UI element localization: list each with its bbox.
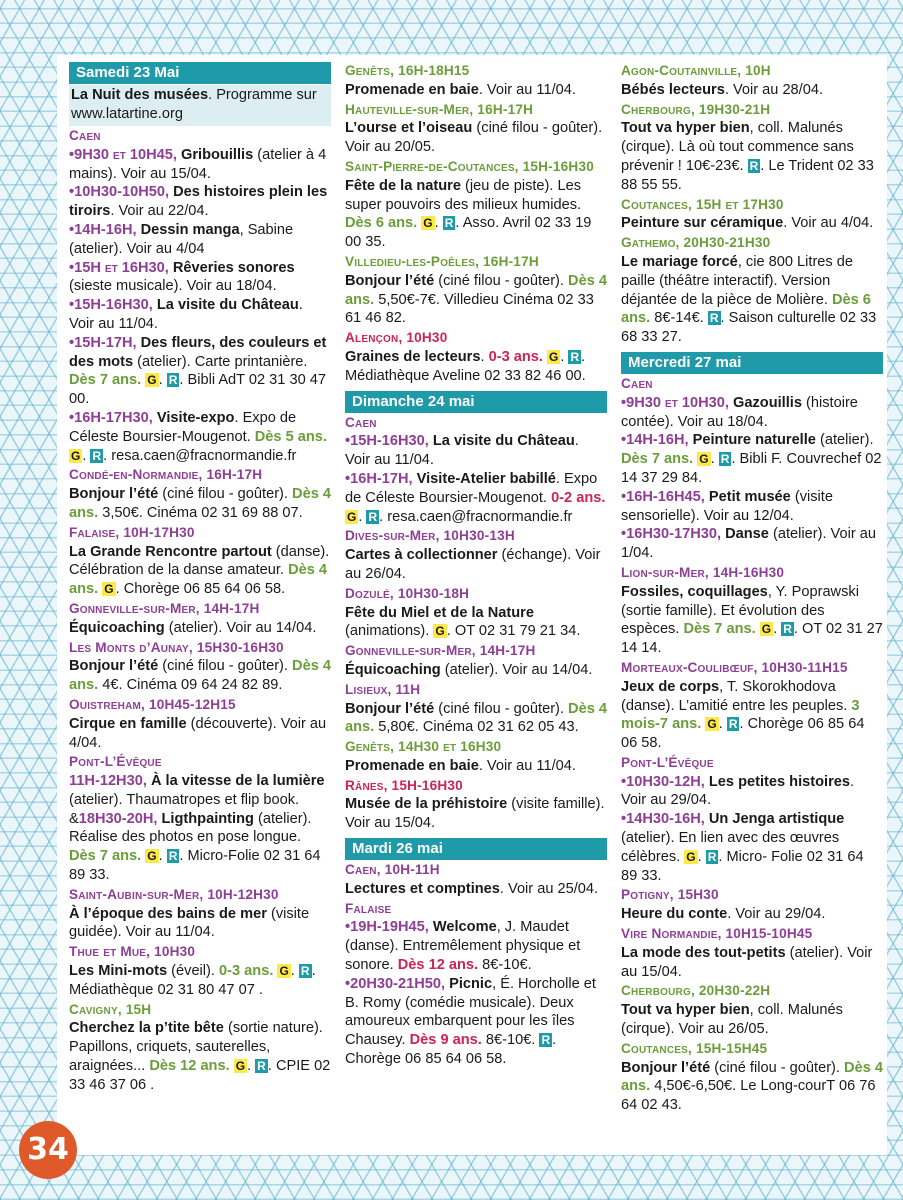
city-heading: Coutances, 15H-15H45 (621, 1040, 768, 1056)
event: À l’époque des bains de mer (visite guidée). Voir au 11/04. (69, 905, 310, 941)
city-heading: Caen (69, 128, 101, 143)
g-badge-icon: G (71, 448, 81, 463)
g-badge-icon: G (435, 624, 445, 639)
event: Équicoaching (atelier). Voir au 14/04. (69, 619, 317, 636)
event: •9H30 et 10H45, Gribouillis (atelier à 4 mains). Voir au 15/04. (69, 146, 327, 182)
city-heading: Potigny, 15H30 (621, 887, 719, 903)
event: Bonjour l’été (ciné filou - goûter). Dès 4 ans. 5,50€-7€. Villedieu Cinéma 02 33 61 46 82. (345, 272, 607, 327)
city-heading: Lisieux, 11H (345, 681, 421, 697)
event: •15H et 16H30, Rêveries sonores (sieste musicale). Voir au 18/04. (69, 259, 295, 295)
column-2 (345, 62, 607, 1069)
event: Fête de la nature (jeu de piste). Les super pouvoirs des milieux humides. Dès 6 ans. G . R . Asso. Avril 02 33 19 00 35. (345, 177, 592, 251)
g-badge-icon: G (699, 452, 709, 467)
event: •10H30-12H, Les petites histoires. Voir au 29/04. (621, 773, 855, 809)
city-heading: Caen, 10H-11H (345, 862, 440, 878)
event: Bonjour l’été (ciné filou - goûter). Dès 4 ans. 3,50€. Cinéma 02 31 69 88 07. (69, 486, 331, 521)
city-heading: Gonneville-sur-Mer, 14H-17H (69, 600, 260, 616)
city-heading: Dives-sur-Mer, 10H30-13H (345, 528, 515, 544)
event: Lectures et comptines. Voir au 25/04. (345, 880, 599, 897)
event: •15H-16H30, La visite du Château. Voir au 11/04. (345, 433, 579, 469)
g-badge-icon: G (707, 717, 717, 732)
city-heading: Cavigny, 15H (69, 1001, 152, 1017)
event: Cartes à collectionner (échange). Voir au 26/04. (345, 547, 601, 582)
city-heading: Gathemo, 20H30-21H30 (621, 235, 771, 251)
r-badge-icon: R (720, 452, 730, 467)
g-badge-icon: G (423, 216, 433, 231)
event: Bonjour l’été (ciné filou - goûter). Dès 4 ans. 5,80€. Cinéma 02 31 62 05 43. (345, 700, 607, 736)
event: Jeux de corps, T. Skorokhodova (danse). L’amitié entre les peuples. 3 mois-7 ans. G . R . Chorège 06 85 64 06 58. (621, 678, 865, 752)
column-3 (621, 62, 883, 1115)
city-heading: Saint-Pierre-de-Coutances, 15H-16H30 (345, 158, 594, 174)
g-badge-icon: G (235, 1059, 246, 1074)
day-header: Dimanche 24 mai (345, 391, 607, 413)
r-badge-icon: R (300, 964, 310, 979)
event: Équicoaching (atelier). Voir au 14/04. (345, 661, 593, 678)
city-heading: Caen (345, 414, 377, 430)
city-heading: Agon-Coutainville, 10H (621, 63, 771, 78)
note-box: La Nuit des musées. Programme sur www.latartine.org (69, 85, 331, 126)
g-badge-icon: G (761, 622, 772, 637)
city-heading: Saint-Aubin-sur-Mer, 10H-12H30 (69, 886, 279, 902)
city-heading: Cherbourg, 19H30-21H (621, 101, 771, 117)
event: Tout va hyper bien, coll. Malunés (cirque). Voir au 26/05. (621, 1002, 843, 1038)
city-heading: Genêts, 14H30 et 16H30 (345, 739, 502, 755)
city-heading: Alençon, 10H30 (345, 330, 448, 346)
event: Les Mini-mots (éveil). 0-3 ans. G . R . Médiathèque 02 31 80 47 07 . (69, 963, 316, 998)
g-badge-icon: G (549, 349, 559, 364)
r-badge-icon: R (749, 158, 759, 173)
event: Bonjour l’été (ciné filou - goûter). Dès 4 ans. 4€. Cinéma 09 64 24 82 89. (69, 658, 331, 694)
event: Peinture sur céramique. Voir au 4/04. (621, 215, 874, 232)
event: •16H-16H45, Petit musée (visite sensorielle). Voir au 12/04. (621, 488, 833, 524)
event: La Grande Rencontre partout (danse). Célébration de la danse amateur. Dès 4 ans. G . Chorège 06 85 64 06 58. (69, 543, 330, 598)
event: •15H-17H, Des fleurs, des couleurs et des mots (atelier). Carte printanière. Dès 7 ans. G . R . Bibli AdT 02 31 30 47 00. (69, 334, 327, 408)
g-badge-icon: G (147, 373, 157, 388)
city-heading: Gonneville-sur-Mer, 14H-17H (345, 643, 536, 659)
event: Promenade en baie. Voir au 11/04. (345, 757, 576, 774)
g-badge-icon: G (147, 849, 157, 864)
day-header: Mardi 26 mai (345, 838, 607, 860)
event: •14H-16H, Dessin manga, Sabine (atelier). Voir au 4/04 (69, 221, 294, 257)
r-badge-icon: R (168, 373, 178, 388)
event: •14H-16H, Peinture naturelle (atelier). Dès 7 ans. G . R . Bibli F. Couvrechef 02 14 37 29 84. (621, 432, 882, 486)
r-badge-icon: R (707, 849, 717, 864)
event: •9H30 et 10H30, Gazouillis (histoire contée). Voir au 18/04. (621, 394, 858, 430)
r-badge-icon: R (783, 622, 792, 637)
event: Fête du Miel et de la Nature (animations). G . OT 02 31 79 21 34. (345, 604, 581, 640)
r-badge-icon: R (257, 1059, 266, 1074)
r-badge-icon: R (92, 448, 102, 463)
city-heading: Falaise (345, 900, 392, 916)
event: •16H-17H, Visite-Atelier babillé. Expo de Céleste Boursier-Mougenot. 0-2 ans. G . R . resa.caen@fracnormandie.fr (345, 470, 606, 525)
city-heading: Cherbourg, 20H30-22H (621, 983, 771, 999)
event: Fossiles, coquillages, Y. Poprawski (sortie famille). Et évolution des espèces. Dès 7 ans. G . R . OT 02 31 27 14 14. (621, 583, 883, 657)
city-heading: Condé-en-Normandie, 16H-17H (69, 467, 263, 483)
city-heading: Pont-L’Évêque (621, 754, 714, 770)
event: Heure du conte. Voir au 29/04. (621, 906, 826, 923)
city-heading: Rânes, 15H-16H30 (345, 777, 463, 793)
g-badge-icon: G (686, 849, 696, 864)
note-title: La Nuit des musées (71, 87, 209, 103)
event: •15H-16H30, La visite du Château. Voir au 11/04. (69, 297, 303, 332)
r-badge-icon: R (541, 1033, 551, 1048)
day-header: Samedi 23 Mai (69, 62, 331, 84)
city-heading: Vire Normandie, 10H15-10H45 (621, 926, 813, 942)
event: •14H30-16H, Un Jenga artistique (atelier). En lien avec des œuvres célèbres. G . R . Micro- Folie 02 31 64 89 33. (621, 811, 864, 884)
event: Cirque en famille (découverte). Voir au 4/04. (69, 715, 327, 751)
event: Graines de lecteurs. 0-3 ans. G . R . Médiathèque Aveline 02 33 82 46 00. (345, 348, 586, 384)
city-heading: Pont-L’Évêque (69, 754, 162, 770)
city-heading: Coutances, 15H et 17H30 (621, 196, 784, 212)
day-header: Mercredi 27 mai (621, 352, 883, 374)
column-1 (69, 62, 331, 1095)
city-heading: Thue et Mue, 10H30 (69, 944, 196, 960)
event: •10H30-10H50, Des histoires plein les tiroirs. Voir au 22/04. (69, 184, 328, 220)
city-heading: Caen (621, 375, 653, 391)
event: •16H-17H30, Visite-expo. Expo de Céleste Boursier-Mougenot. Dès 5 ans. G . R . resa.caen@fracnormandie.fr (69, 409, 327, 464)
city-heading: Villedieu-les-Poêles, 16H-17H (345, 253, 539, 269)
r-badge-icon: R (709, 311, 719, 326)
event: Le mariage forcé, cie 800 Litres de paille (théâtre interactif). Version déjantée de la pièce de Molière. Dès 6 ans. 8€-14€. R . Saison culturelle 02 33 68 33 27. (621, 253, 877, 346)
r-badge-icon: R (570, 349, 580, 364)
event: Bonjour l’été (ciné filou - goûter). Dès 4 ans. 4,50€-6,50€. Le Long-courT 06 76 64 02 43. (621, 1059, 883, 1114)
g-badge-icon: G (347, 509, 357, 524)
city-heading: Ouistreham, 10H45-12H15 (69, 696, 236, 712)
r-badge-icon: R (444, 216, 454, 231)
city-heading: Dozulé, 10H30-18H (345, 585, 470, 601)
event: 11H-12H30, À la vitesse de la lumière (atelier). Thaumatropes et flip book. &18H30-20H, Ligthpainting (atelier). Réalise des photos en pose longue. Dès 7 ans. G . R . Micro-Folie 02 31 64 89 33. (69, 773, 325, 884)
r-badge-icon: R (168, 849, 178, 864)
event: Tout va hyper bien, coll. Malunés (cirque). Là où tout commence sans prévenir ! 10€-23€. R . Le Trident 02 33 88 55 55. (621, 120, 874, 193)
event: La mode des tout-petits (atelier). Voir au 15/04. (621, 944, 873, 980)
city-heading: Falaise, 10H-17H30 (69, 524, 195, 540)
g-badge-icon: G (279, 964, 289, 979)
city-heading: Hauteville-sur-Mer, 16H-17H (345, 101, 534, 117)
event: Musée de la préhistoire (visite famille). Voir au 15/04. (345, 796, 605, 832)
event: •20H30-21H50, Picnic, É. Horcholle et B. Romy (comédie musicale). Deux amoureux embarquent pour les îles Chausey. Dès 9 ans. 8€-10€. R . Chorège 06 85 64 06 58. (345, 975, 596, 1068)
event: Promenade en baie. Voir au 11/04. (345, 81, 576, 98)
note-text: Programme sur www.latartine.org (71, 87, 317, 122)
event: •16H30-17H30, Danse (atelier). Voir au 1/04. (621, 526, 876, 562)
event: •19H-19H45, Welcome, J. Maudet (danse). Entremêlement physique et sonore. Dès 12 ans. 8€-10€. (345, 919, 581, 974)
event: Bébés lecteurs. Voir au 28/04. (621, 81, 824, 98)
city-heading: Morteaux-Coulibœuf, 10H30-11H15 (621, 659, 848, 675)
g-badge-icon: G (104, 582, 114, 597)
city-heading: Les Monts d’Aunay, 15H30-16H30 (69, 639, 284, 655)
city-heading: Genêts, 16H-18H15 (345, 63, 470, 78)
city-heading: Lion-sur-Mer, 14H-16H30 (621, 564, 785, 580)
page-number-badge: 34 (19, 1121, 77, 1179)
r-badge-icon: R (728, 717, 738, 732)
r-badge-icon: R (368, 509, 378, 524)
event: Cherchez la p’tite bête (sortie nature). Papillons, criquets, sauterelles, araignées... Dès 12 ans. G . R . CPIE 02 33 46 37 06 . (69, 1020, 331, 1093)
event: L’ourse et l’oiseau (ciné filou - goûter). Voir au 20/05. (345, 120, 603, 156)
